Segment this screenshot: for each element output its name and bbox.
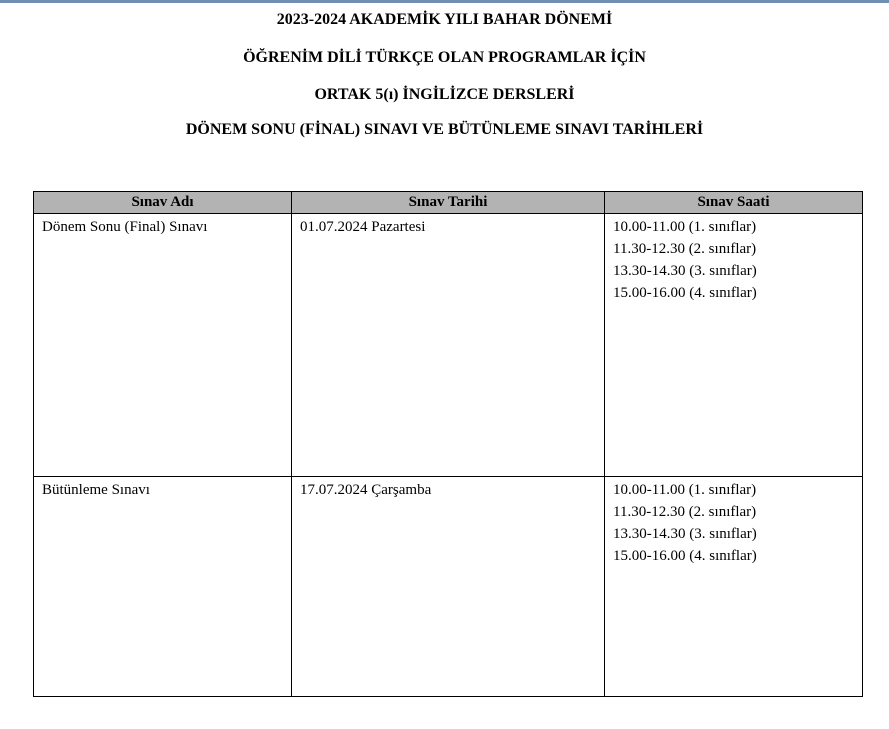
- exam-time-slot: 15.00-16.00 (4. sınıflar): [613, 285, 757, 301]
- column-header-exam-name: Sınav Adı: [34, 192, 292, 214]
- exam-time-cell: [605, 477, 863, 697]
- exam-name-cell: Bütünleme Sınavı: [34, 477, 292, 697]
- exam-time-slot: 10.00-11.00 (1. sınıflar): [613, 219, 757, 235]
- window-top-strip: [0, 0, 889, 3]
- column-header-exam-date: Sınav Tarihi: [292, 192, 605, 214]
- column-header-exam-time: Sınav Saati: [605, 192, 863, 214]
- exam-time-slot: 15.00-16.00 (4. sınıflar): [613, 548, 757, 564]
- exam-time-slot: 10.00-11.00 (1. sınıflar): [613, 482, 757, 498]
- exam-time-slot: 13.30-14.30 (3. sınıflar): [613, 526, 757, 542]
- document-subtitle: ÖĞRENİM DİLİ TÜRKÇE OLAN PROGRAMLAR İÇİN: [243, 49, 646, 66]
- exam-time-cell: [605, 214, 863, 477]
- document-title: 2023-2024 AKADEMİK YILI BAHAR DÖNEMİ: [276, 11, 613, 28]
- exam-date-cell: 17.07.2024 Çarşamba: [292, 477, 605, 697]
- exam-name-cell: Dönem Sonu (Final) Sınavı: [34, 214, 292, 477]
- exam-dates-heading: DÖNEM SONU (FİNAL) SINAVI VE BÜTÜNLEME SINAVI TARİHLERİ: [185, 121, 704, 138]
- exam-date-cell: 01.07.2024 Pazartesi: [292, 214, 605, 477]
- exam-time-slot: 11.30-12.30 (2. sınıflar): [613, 504, 757, 520]
- course-heading: ORTAK 5(ı) İNGİLİZCE DERSLERİ: [314, 86, 575, 103]
- table-header-row: [34, 192, 863, 214]
- exam-time-slot: 11.30-12.30 (2. sınıflar): [613, 241, 757, 257]
- table-row: [34, 477, 863, 697]
- exam-schedule-table: [33, 191, 863, 697]
- table-row: [34, 214, 863, 477]
- exam-time-slot: 13.30-14.30 (3. sınıflar): [613, 263, 757, 279]
